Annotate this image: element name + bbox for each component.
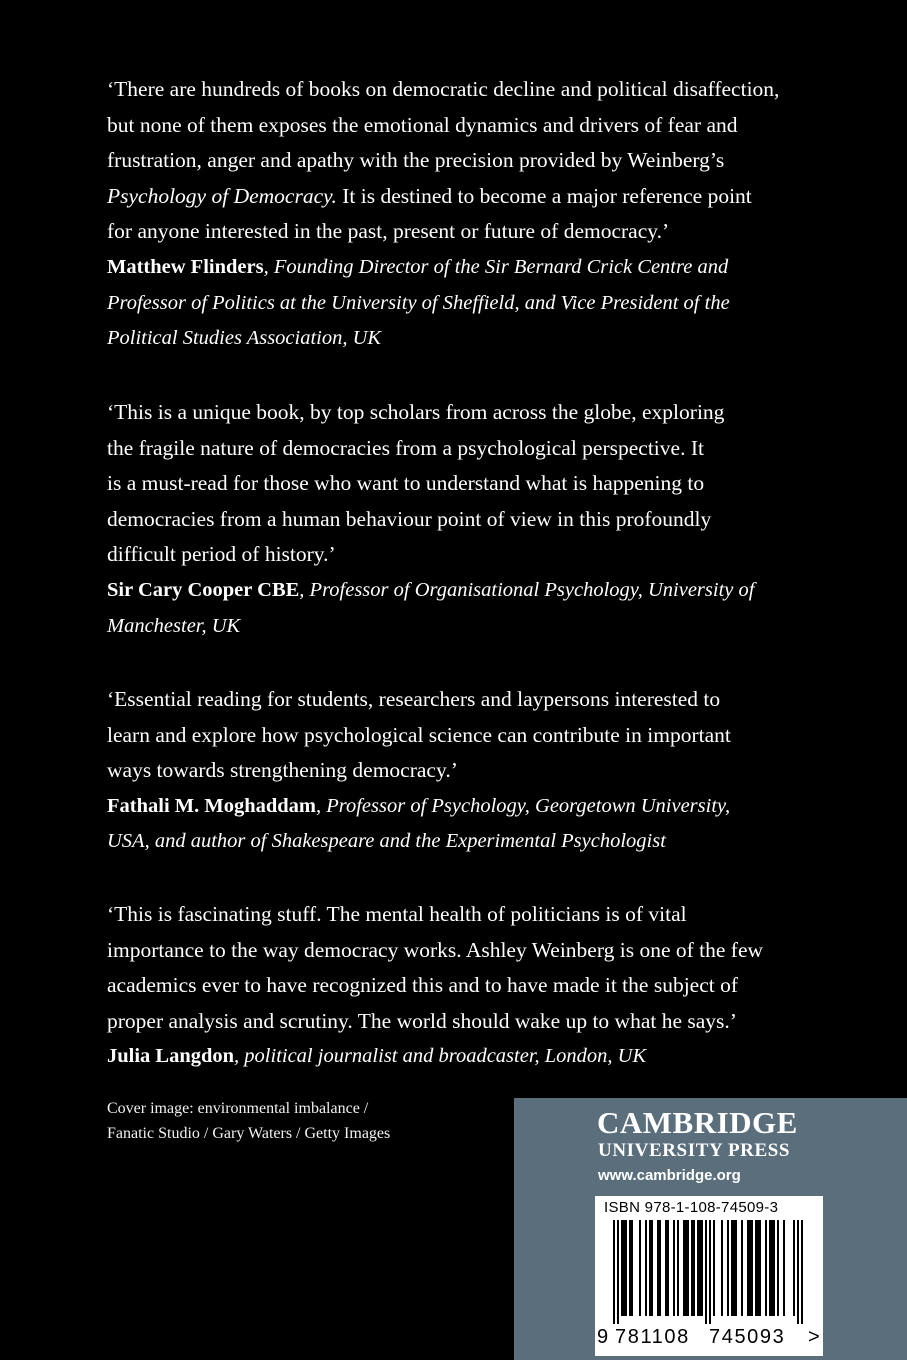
barcode-bars xyxy=(603,1220,815,1324)
quote-line: the fragile nature of democracies from a psychological perspective. It xyxy=(107,435,704,460)
endorser-role: Professor of Politics at the University of Sheffield, and Vice President of the xyxy=(107,291,730,314)
barcode-bar xyxy=(751,1220,753,1316)
barcode-bar xyxy=(765,1220,767,1316)
barcode-bar xyxy=(677,1220,679,1316)
barcode-bar xyxy=(629,1220,631,1316)
barcode-bar xyxy=(687,1220,689,1316)
barcode-bar xyxy=(793,1220,795,1316)
publisher-logo-press: UNIVERSITY PRESS xyxy=(598,1140,791,1161)
endorser-name: Matthew Flinders xyxy=(107,255,264,278)
publisher-logo-name: CAMBRIDGE xyxy=(597,1105,798,1140)
quote-line: frustration, anger and apathy with the precision provided by Weinberg’s xyxy=(107,148,725,173)
attribution xyxy=(107,573,827,609)
barcode-bar xyxy=(777,1220,779,1316)
quote-line: ‘Essential reading for students, researchers and laypersons interested to xyxy=(107,687,721,711)
barcode-quiet-zone-arrow: > xyxy=(808,1326,820,1348)
barcode-bar xyxy=(649,1220,651,1316)
barcode-bar xyxy=(741,1220,743,1316)
barcode-left-group: 781108 xyxy=(615,1326,690,1348)
attribution xyxy=(107,250,827,286)
quote-line: ‘This is a unique book, by top scholars from across the globe, exploring xyxy=(107,400,725,424)
endorser-role: USA, and author of Shakespeare and the Experimental Psychologist xyxy=(107,830,666,853)
isbn-barcode xyxy=(595,1196,823,1356)
publisher-website: www.cambridge.org xyxy=(598,1167,741,1184)
barcode-bar xyxy=(705,1220,707,1324)
publisher-panel xyxy=(514,1098,907,1360)
barcode-bar xyxy=(623,1220,625,1316)
barcode-bar xyxy=(769,1220,771,1316)
barcode-first-digit: 9 xyxy=(597,1326,609,1348)
quote-line: ‘There are hundreds of books on democratic decline and political disaffection, xyxy=(107,77,780,101)
barcode-bar xyxy=(701,1220,703,1316)
credit-line: Fanatic Studio / Gary Waters / Getty Images xyxy=(107,1125,391,1142)
barcode-bar xyxy=(783,1220,785,1316)
barcode-bar xyxy=(639,1220,641,1316)
barcode-bar xyxy=(773,1220,775,1316)
quote-line: but none of them exposes the emotional dynamics and drivers of fear and xyxy=(107,112,738,137)
barcode-bar xyxy=(709,1220,711,1324)
endorser-role: Manchester, UK xyxy=(107,614,241,637)
endorsement-quote-3 xyxy=(107,682,827,860)
endorser-role: , Founding Director of the Sir Bernard Crick Centre and xyxy=(263,255,729,278)
barcode-right-group: 745093 xyxy=(709,1326,786,1348)
quote-line: importance to the way democracy works. Ashley Weinberg is one of the few xyxy=(107,937,764,962)
quote-line: is a must-read for those who want to understand what is happening to xyxy=(107,471,705,496)
barcode-bar xyxy=(699,1220,701,1316)
quote-line xyxy=(107,179,827,215)
barcode-bar xyxy=(651,1220,653,1316)
endorser-role: , Professor of Organisational Psychology, University of xyxy=(299,578,755,601)
barcode-bar xyxy=(771,1220,773,1316)
barcode-bar xyxy=(659,1220,661,1316)
endorser-role: , political journalist and broadcaster, London, UK xyxy=(234,1045,647,1068)
quote-line: for anyone interested in the past, present or future of democracy.’ xyxy=(107,219,670,244)
barcode-bar xyxy=(797,1220,799,1324)
barcode-bar xyxy=(667,1220,669,1316)
barcode-bar xyxy=(625,1220,627,1316)
barcode-bar xyxy=(801,1220,803,1324)
quote-line: academics ever to have recognized this and to have made it the subject of xyxy=(107,973,739,998)
quote-line: learn and explore how psychological science can contribute in important xyxy=(107,722,731,747)
endorsement-quote-2 xyxy=(107,395,827,644)
quote-line: ways towards strengthening democracy.’ xyxy=(107,758,458,783)
endorser-name: Sir Cary Cooper CBE xyxy=(107,578,300,601)
barcode-bar xyxy=(645,1220,647,1316)
barcode-bar xyxy=(747,1220,749,1316)
barcode-bar xyxy=(673,1220,675,1316)
barcode-bar xyxy=(757,1220,759,1316)
barcode-bar xyxy=(735,1220,737,1316)
attribution xyxy=(107,789,827,825)
barcode-bar xyxy=(631,1220,633,1316)
barcode-bar xyxy=(697,1220,699,1316)
barcode-bar xyxy=(683,1220,685,1316)
barcode-bar xyxy=(665,1220,667,1316)
endorser-role: Political Studies Association, UK xyxy=(107,327,382,350)
credit-line: Cover image: environmental imbalance / xyxy=(107,1100,369,1117)
endorsement-quote-4 xyxy=(107,897,827,1075)
barcode-bar xyxy=(691,1220,693,1316)
endorser-name: Julia Langdon xyxy=(107,1045,235,1068)
quote-text: It is destined to become a major reference point xyxy=(336,183,752,208)
quote-line: ‘This is fascinating stuff. The mental health of politicians is of vital xyxy=(107,902,687,926)
barcode-bar xyxy=(685,1220,687,1316)
endorser-name: Fathali M. Moghaddam xyxy=(107,794,316,817)
quote-line: democracies from a human behaviour point of view in this profoundly xyxy=(107,506,712,531)
barcode-bar xyxy=(657,1220,659,1316)
endorser-role: , Professor of Psychology, Georgetown University, xyxy=(316,794,731,817)
barcode-bar xyxy=(617,1220,619,1324)
quote-line: difficult period of history.’ xyxy=(107,542,336,567)
barcode-bar xyxy=(693,1220,695,1316)
endorsement-quote-1 xyxy=(107,72,827,357)
quote-line: proper analysis and scrutiny. The world should wake up to what he says.’ xyxy=(107,1008,737,1033)
barcode-bar xyxy=(621,1220,623,1316)
barcode-bar xyxy=(727,1220,729,1316)
barcode-bar xyxy=(613,1220,615,1324)
barcode-bar xyxy=(759,1220,761,1316)
barcode-bar xyxy=(755,1220,757,1316)
barcode-bar xyxy=(713,1220,715,1316)
barcode-bar xyxy=(731,1220,733,1316)
barcode-bar xyxy=(733,1220,735,1316)
book-title: Psychology of Democracy. xyxy=(107,183,337,208)
barcode-bar xyxy=(749,1220,751,1316)
attribution xyxy=(107,1039,827,1075)
barcode-bar xyxy=(721,1220,723,1316)
cover-image-credit xyxy=(107,1096,390,1146)
isbn-label: ISBN 978-1-108-74509-3 xyxy=(604,1199,779,1216)
